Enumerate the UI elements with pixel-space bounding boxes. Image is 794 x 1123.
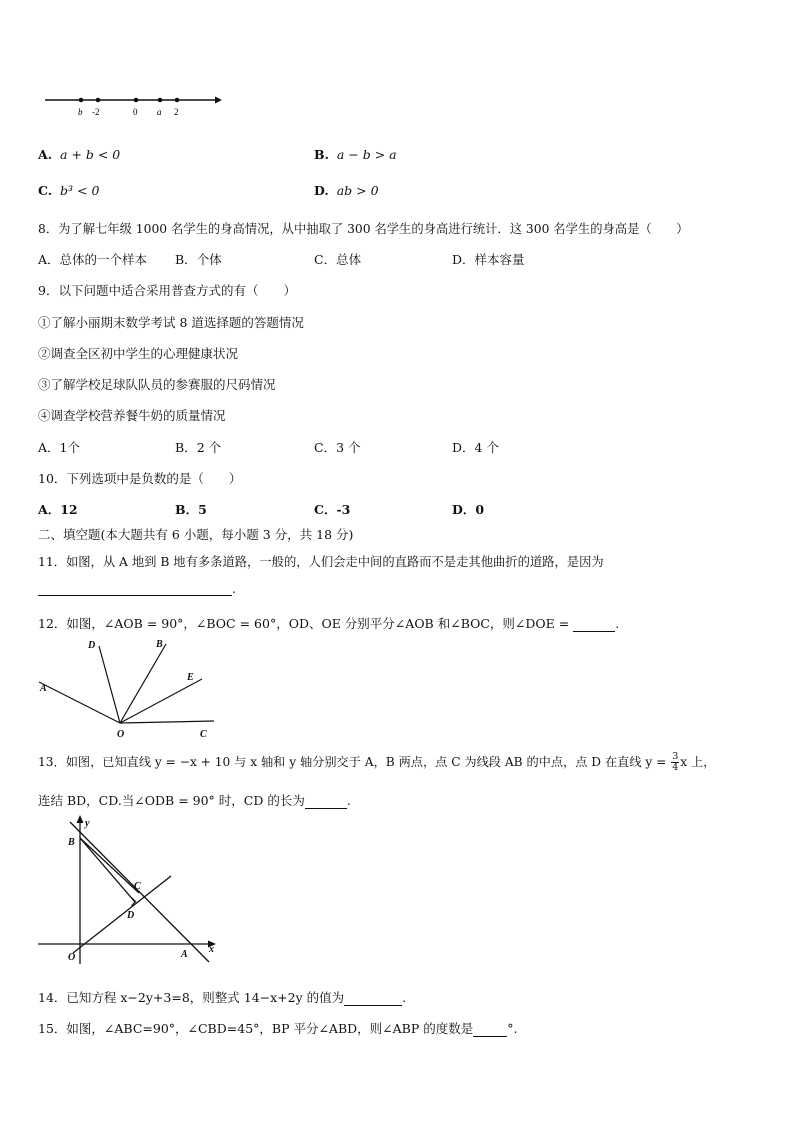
q13-question: 连结 BD，CD.当∠ODB = 90° 时，CD 的长为 bbox=[38, 793, 305, 808]
q14-stem: 14．已知方程 x−2y+3=8，则整式 14−x+2y 的值为 bbox=[38, 990, 345, 1005]
fraction-numerator: 3 bbox=[672, 751, 679, 762]
q8-option-c bbox=[314, 250, 361, 268]
q10-option-c bbox=[314, 500, 350, 518]
q15-stem-line bbox=[38, 1019, 517, 1037]
option-letter: C． bbox=[314, 440, 337, 455]
q8-stem: 8．为了解七年级 1000 名学生的身高情况，从中抽取了 300 名学生的身高进行统计．这 300 名学生的身高是（ ） bbox=[38, 222, 689, 236]
option-text: 总体的一个样本 bbox=[59, 252, 148, 267]
option-text: 4 个 bbox=[474, 440, 499, 455]
option-expression: a + b < 0 bbox=[60, 147, 121, 162]
option-expression: a − b > a bbox=[336, 147, 397, 162]
q12-label-a: A bbox=[40, 683, 47, 694]
q11-stem: 11．如图，从 A 地到 B 地有多条道路，一般的，人们会走中间的直路而不是走其他曲折的道路，是因为 bbox=[38, 555, 604, 569]
option-letter: C． bbox=[314, 502, 337, 517]
option-text: -3 bbox=[336, 502, 351, 517]
q14-stem-line bbox=[38, 988, 406, 1006]
option-letter: D． bbox=[452, 440, 475, 455]
q7-option-c bbox=[38, 183, 99, 198]
numberline-label-2: 2 bbox=[174, 107, 179, 117]
q11-answer-line bbox=[38, 581, 236, 596]
sentence-end: . bbox=[402, 990, 407, 1005]
fraction-denominator: 4 bbox=[672, 762, 679, 773]
option-expression: b³ < 0 bbox=[60, 183, 100, 198]
option-text: 3 个 bbox=[336, 440, 361, 455]
q7-option-b bbox=[314, 147, 397, 162]
q9-option-b bbox=[175, 438, 221, 456]
q9-option-c bbox=[314, 438, 361, 456]
option-letter: A． bbox=[38, 252, 60, 267]
option-letter: D． bbox=[452, 252, 475, 267]
q12-stem-line bbox=[38, 614, 619, 632]
option-text: 0 bbox=[475, 502, 485, 517]
option-letter: D. bbox=[314, 183, 329, 198]
q9-option-a bbox=[38, 438, 80, 456]
q13-stem-prefix: 13．如图，已知直线 y = −x + 10 与 x 轴和 y 轴分别交于 A，B 两点，点 C 为线段 AB 的中点，点 D 在直线 y = bbox=[38, 755, 671, 769]
q8-option-b bbox=[175, 250, 222, 268]
sentence-end: . bbox=[615, 616, 620, 631]
answer-blank[interactable] bbox=[344, 993, 402, 1006]
q13-label-d: D bbox=[127, 910, 135, 921]
option-text: 个体 bbox=[196, 252, 222, 267]
q12-angle-figure bbox=[36, 636, 226, 744]
q9-item-4: ④调查学校营养餐牛奶的质量情况 bbox=[38, 408, 226, 423]
option-text: 5 bbox=[198, 502, 207, 517]
section-2-title: 二、填空题(本大题共有 6 小题，每小题 3 分，共 18 分) bbox=[38, 527, 354, 542]
option-letter: B. bbox=[314, 147, 329, 162]
q13-stem-line-2 bbox=[38, 791, 351, 809]
numberline-label-0: 0 bbox=[133, 107, 138, 117]
option-text: 总体 bbox=[336, 252, 362, 267]
q10-option-d bbox=[452, 500, 484, 518]
q12-stem: 12．如图，∠AOB = 90°，∠BOC = 60°，OD、OE 分别平分∠AOB 和∠BOC，则∠DOE = bbox=[38, 616, 574, 631]
q12-label-c: C bbox=[200, 729, 207, 740]
option-letter: C． bbox=[314, 252, 337, 267]
numberline-label-b: b bbox=[78, 107, 83, 117]
answer-blank[interactable] bbox=[305, 796, 347, 809]
sentence-end: . bbox=[346, 793, 351, 808]
q13-label-c: C bbox=[134, 881, 141, 892]
q7-option-d bbox=[314, 183, 379, 198]
q9-item-2: ②调查全区初中学生的心理健康状况 bbox=[38, 346, 239, 361]
option-text: 12 bbox=[60, 502, 78, 517]
numberline-label-neg2: -2 bbox=[92, 107, 100, 117]
q12-label-b: B bbox=[156, 639, 163, 650]
option-text: 2 个 bbox=[196, 440, 222, 455]
q7-option-a bbox=[38, 147, 120, 162]
option-letter: B． bbox=[175, 440, 197, 455]
q13-fraction bbox=[671, 752, 679, 773]
option-letter: C. bbox=[38, 183, 53, 198]
q12-label-d: D bbox=[88, 640, 96, 651]
numberline-label-a: a bbox=[157, 107, 162, 117]
q13-label-x: x bbox=[209, 944, 214, 955]
q9-option-d bbox=[452, 438, 499, 456]
q10-option-b bbox=[175, 500, 207, 518]
option-letter: B． bbox=[175, 252, 197, 267]
q13-stem-suffix: x 上， bbox=[680, 755, 716, 769]
q10-stem: 10．下列选项中是负数的是（ ） bbox=[38, 471, 242, 486]
q13-label-a: A bbox=[181, 949, 188, 960]
option-letter: D． bbox=[452, 502, 476, 517]
q9-stem: 9．以下问题中适合采用普查方式的有（ ） bbox=[38, 283, 296, 298]
q15-stem: 15．如图，∠ABC=90°，∠CBD=45°，BP 平分∠ABD，则∠ABP 的度数是 bbox=[38, 1021, 474, 1036]
q13-label-b: B bbox=[68, 837, 75, 848]
option-expression: ab > 0 bbox=[336, 183, 379, 198]
option-letter: A. bbox=[38, 147, 53, 162]
q12-label-e: E bbox=[187, 672, 194, 683]
answer-blank[interactable] bbox=[38, 583, 232, 596]
sentence-end: . bbox=[232, 581, 236, 596]
q8-option-d bbox=[452, 250, 525, 268]
q13-stem-line-1 bbox=[38, 752, 715, 773]
number-line-figure bbox=[40, 90, 230, 122]
sentence-end: °. bbox=[507, 1021, 518, 1036]
answer-blank[interactable] bbox=[473, 1024, 507, 1037]
q9-item-1: ①了解小丽期末数学考试 8 道选择题的答题情况 bbox=[38, 315, 304, 330]
q12-label-o: O bbox=[117, 729, 125, 740]
answer-blank[interactable] bbox=[573, 619, 615, 632]
option-letter: A． bbox=[38, 502, 61, 517]
q10-option-a bbox=[38, 500, 78, 518]
q8-option-a bbox=[38, 250, 147, 268]
option-text: 1个 bbox=[59, 440, 80, 455]
q9-item-3: ③了解学校足球队队员的参赛服的尺码情况 bbox=[38, 377, 276, 392]
option-letter: A． bbox=[38, 440, 60, 455]
option-text: 样本容量 bbox=[474, 252, 525, 267]
option-letter: B． bbox=[175, 502, 199, 517]
q13-label-y: y bbox=[85, 818, 90, 829]
q13-label-o: O bbox=[68, 952, 76, 963]
q13-coordinate-figure bbox=[36, 812, 226, 968]
